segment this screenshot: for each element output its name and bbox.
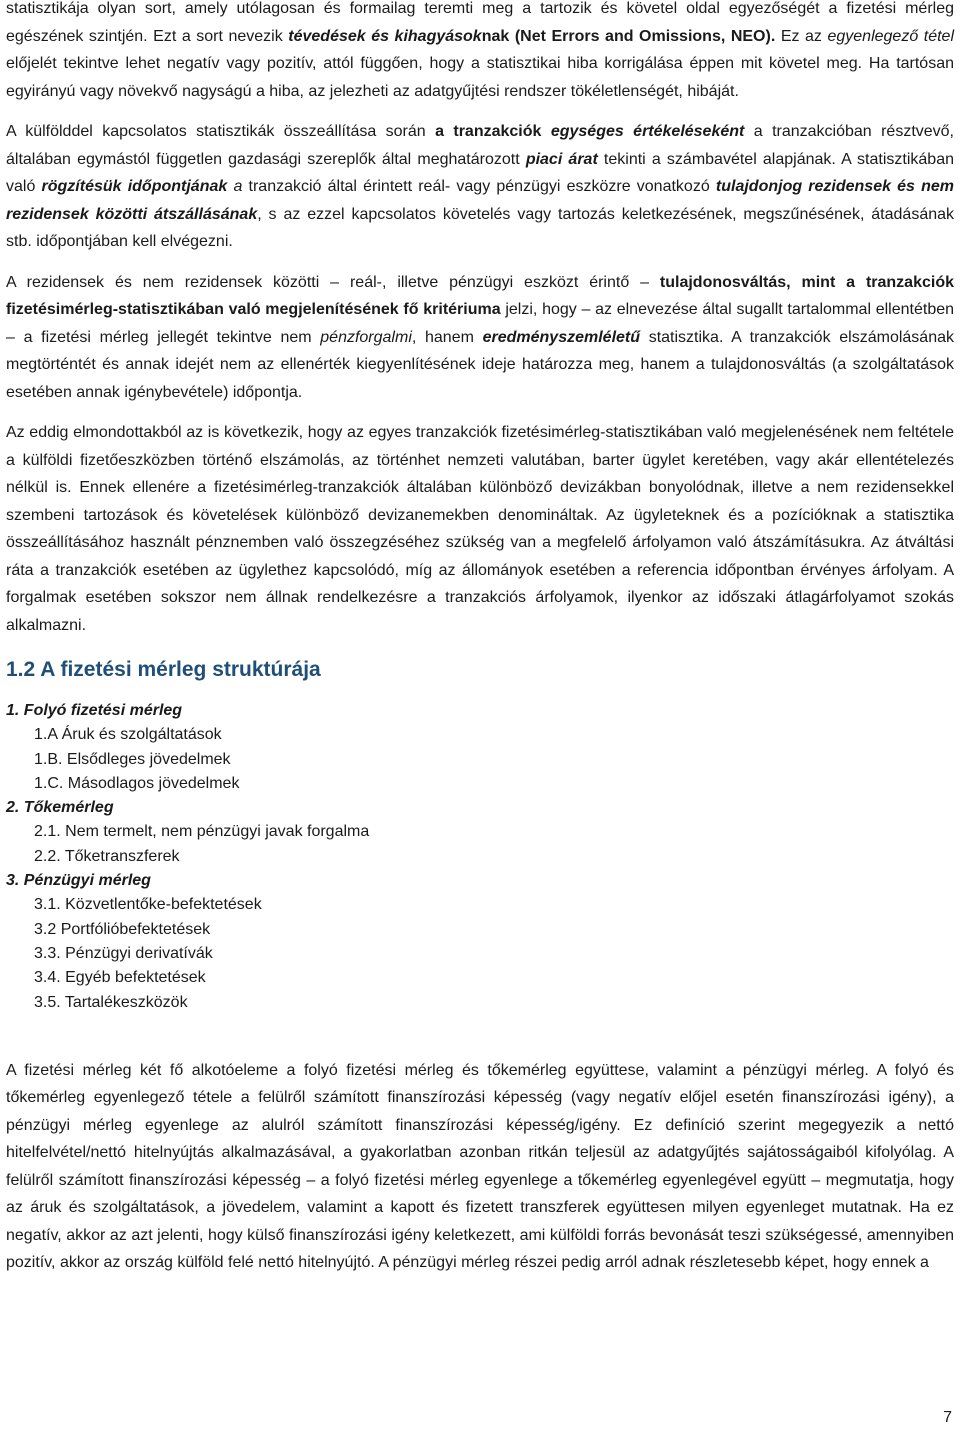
text-run-bold: tulajdonosváltás, mint a tranzakciók fizetésimérleg-statisztikában való megjelenítésének fő kritériuma [6, 273, 954, 318]
text-run: tranzakció által érintett reál- vagy pénzügyi eszközre vonatkozó [242, 178, 716, 195]
text-run-bold-italic: egységes értékeléseként [550, 123, 745, 140]
outline-item: 3.1. Közvetlentőke-befektetések [34, 896, 262, 914]
outline-item: 3.5. Tartalékeszközök [34, 993, 188, 1011]
text-run: A külfölddel kapcsolatos statisztikák összeállítása során [6, 123, 436, 140]
text-run-bold-italic: eredményszemléletű [482, 328, 641, 346]
outline-item: 3.2 Portfólióbefektetések [34, 920, 211, 938]
text-run-bold-italic: rögzítésük időpontjának [41, 178, 228, 195]
text-run: , hanem [411, 328, 483, 346]
text-run-bold-italic: piaci árat [525, 150, 598, 168]
text-run: Ez az [775, 27, 828, 45]
text-run-bold: a tranzakciók [435, 123, 551, 140]
structure-outline [6, 699, 954, 1015]
text-run: statisztika. A tranzakciók elszámolásának megtörténtét és annak idejét nem az ellenérték kiegyenlítésének ideje határozza meg, hanem a tulajdonosváltás (a szolgáltatások esetében annak igénybevétele) időpontja. [6, 328, 954, 401]
text-run: , s az ezzel kapcsolatos követelés vagy tartozás keletkezésének, megszűnésének, átadásának stb. időpontjában kell elvégezni. [6, 205, 955, 250]
text-run: tekinti a számbavétel alapjának. A statisztikában való [6, 150, 954, 195]
outline-item: 3.4. Egyéb befektetések [34, 969, 206, 987]
text-run: statisztikája olyan sort, amely utólagosan és formailag teremti meg a tartozik és követel oldal egyezőségét a fizetési mérleg egészének szintjén. Ezt a sort nevezik [6, 0, 954, 45]
outline-item: 2.1. Nem termelt, nem pénzügyi javak forgalma [34, 823, 370, 841]
outline-section-label: 3. Pénzügyi mérleg [6, 872, 151, 890]
section-heading: 1.2 A fizetési mérleg struktúrája [6, 658, 321, 681]
text-run-bold-italic: tulajdonjog rezidensek és nem rezidensek közötti átszállásának [6, 178, 955, 223]
text-run-italic: egyenlegező tétel [827, 27, 955, 45]
text-run-bold: nak (Net Errors and Omissions, NEO). [481, 27, 776, 45]
paragraph-neo [6, 0, 954, 105]
paragraph-currency: Az eddig elmondottakból az is következik, hogy az egyes tranzakciók fizetésimérleg-statisztikában való megjelenésének nem feltétele a külföldi fizetőeszközben történő elszámolás, az történhet nemzeti valutában, barter ügylet keretében, vagy akár ellentételezés nélkül is. Ennek ellenére a fizetésimérleg-tranzakciók általában különböző devizákban bonyolódnak, illetve a nem rezidensekkel szembeni tartozások és követelések különböző devizanemekben denomináltak. Az ügyleteknek és a pozícióknak a statisztika összeállításához használt pénznemben való összegzéséhez szükség van a megfelelő árfolyamon való átszámításukra. Az átváltási ráta a tranzakciók esetében az ügylethez kapcsolódó, míg az állományok esetében a referencia időpontban érvényes árfolyam. A forgalmak esetében sokszor nem állnak rendelkezésre a tranzakciós árfolyamok, ilyenkor az időszaki átlagárfolyamot szokás alkalmazni. [6, 424, 954, 634]
outline-section-label: 2. Tőkemérleg [6, 799, 114, 817]
text-run-italic: pénzforgalmi [320, 328, 412, 346]
text-run: előjelét tekintve lehet negatív vagy pozitív, attól függően, hogy a statisztikai hiba korrigálása éppen mit követel meg. Ha tartósan egyirányú vagy növekvő nagyságú a hiba, az jelezheti az adatgyűjtési rendszer tökéletlenségét, hibáját. [6, 55, 954, 100]
paragraph-ownership-change [6, 269, 954, 407]
paragraph-valuation [6, 118, 954, 256]
outline-item: 3.3. Pénzügyi derivatívák [34, 944, 213, 962]
paragraph-components: A fizetési mérleg két fő alkotóeleme a folyó fizetési mérleg és tőkemérleg együttese, valamint a pénzügyi mérleg. A folyó és tőkemérleg egyenlegező tétele a felülről számított finanszírozási képesség (vagy negatív előjel esetén finanszírozási igény), a pénzügyi mérleg egyenlege az alulról számított finanszírozási képesség/igény. Ez definíció szerint megegyezik a nettó hitelfelvétel/nettó hitelnyújtás alkalmazásával, a gyakorlatban azonban ritkán teljesül az adatgyűjtés sajátosságaiból kifolyólag. A felülről számított finanszírozási képesség – a folyó fizetési mérleg egyenlege a tőkemérleg egyenlegével együtt – megmutatja, hogy az áruk és szolgáltatások, a jövedelem, valamint a kapott és fizetett transzferek együttesen milyen egyenleget mutatnak. Ha ez negatív, akkor az azt jelenti, hogy külső finanszírozási igény keletkezett, ami külföldi forrás bevonását teszi szükségessé, amennyiben pozitív, akkor az ország külföld felé nettó hitelnyújtó. A pénzügyi mérleg részei pedig arról adnak részletesebb képet, hogy ennek a [6, 1061, 954, 1272]
text-run: jelzi, hogy – az elnevezése által sugallt tartalommal ellentétben – a fizetési mérleg jellegét tekintve nem [6, 301, 955, 346]
outline-item: 2.2. Tőketranszferek [34, 847, 180, 865]
outline-section-label: 1. Folyó fizetési mérleg [6, 702, 183, 719]
outline-item: 1.A Áruk és szolgáltatások [34, 726, 222, 744]
text-run: A rezidensek és nem rezidensek közötti – reál-, illetve pénzügyi eszközt érintő – [6, 273, 660, 291]
text-run-bold-italic: tévedések és kihagyások [288, 27, 482, 45]
text-run-italic: a [227, 178, 243, 195]
outline-item: 1.B. Elsődleges jövedelmek [34, 750, 231, 768]
outline-item: 1.C. Másodlagos jövedelmek [34, 774, 240, 792]
page-number: 7 [943, 1409, 952, 1426]
text-run: a tranzakcióban résztvevő, általában egymástól független gazdasági szereplők által meghatározott [6, 123, 955, 168]
